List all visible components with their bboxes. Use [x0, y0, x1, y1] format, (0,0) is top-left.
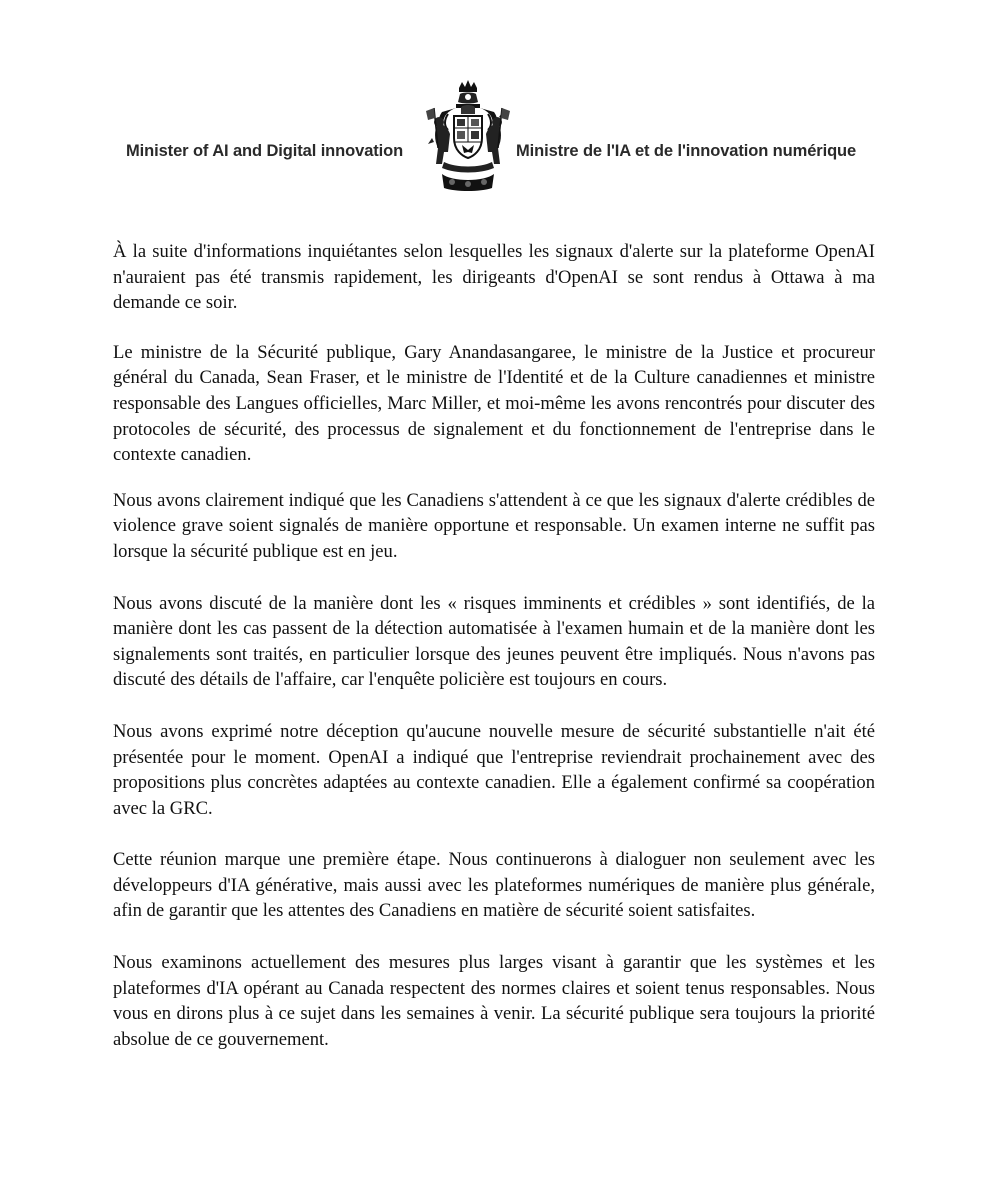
paragraph: Nous avons clairement indiqué que les Canadiens s'attendent à ce que les signaux d'alerte crédibles de violence grave soient signalés de manière opportune et responsable. Un examen interne ne suffit pas lorsque la sécurité publique est en jeu.: [113, 489, 875, 562]
minister-title-fr: Ministre de l'IA et de l'innovation numérique: [516, 142, 857, 160]
coat-of-arms-of-canada-icon: [426, 78, 510, 192]
statement-body: [113, 239, 875, 1052]
letterhead: [0, 78, 1008, 194]
paragraph: Nous examinons actuellement des mesures plus larges visant à garantir que les systèmes et les plateformes d'IA opérant au Canada respectent des normes claires et soient tenus responsables. Nous vous en dirons plus à ce sujet dans les semaines à venir. La sécurité publique sera toujours la priorité absolue de ce gouvernement.: [113, 952, 875, 1050]
paragraph: À la suite d'informations inquiétantes selon lesquelles les signaux d'alerte sur la plateforme OpenAI n'auraient pas été transmis rapidement, les dirigeants d'OpenAI se sont rendus à Ottawa à ma demande ce soir.: [113, 241, 875, 314]
minister-title-en: Minister of AI and Digital innovation: [126, 142, 404, 160]
paragraph: Nous avons discuté de la manière dont les « risques imminents et crédibles » sont identifiés, de la manière dont les cas passent de la détection automatisée à l'examen humain et de la manière dont les signalements sont traités, en particulier lorsque des jeunes peuvent être impliqués. Nous n'avons pas discuté des détails de l'affaire, car l'enquête policière est toujours en cours.: [113, 592, 875, 691]
paragraph: Le ministre de la Sécurité publique, Gary Anandasangaree, le ministre de la Justice et procureur général du Canada, Sean Fraser, et le ministre de l'Identité et de la Culture canadiennes et ministre responsable des Langues officielles, Marc Miller, et moi-même les avons rencontrés pour discuter des protocoles de sécurité, des processus de signalement et du fonctionnement de l'entreprise dans le contexte canadien.: [113, 341, 875, 466]
paragraph: Cette réunion marque une première étape. Nous continuerons à dialoguer non seulement avec les développeurs d'IA générative, mais aussi avec les plateformes numériques de manière plus générale, afin de garantir que les attentes des Canadiens en matière de sécurité soient satisfaites.: [113, 849, 875, 922]
paragraph: Nous avons exprimé notre déception qu'aucune nouvelle mesure de sécurité substantielle n'ait été présentée pour le moment. OpenAI a indiqué que l'entreprise reviendrait prochainement avec des propositions plus concrètes adaptées au contexte canadien. Elle a également confirmé sa coopération avec la GRC.: [113, 720, 875, 819]
